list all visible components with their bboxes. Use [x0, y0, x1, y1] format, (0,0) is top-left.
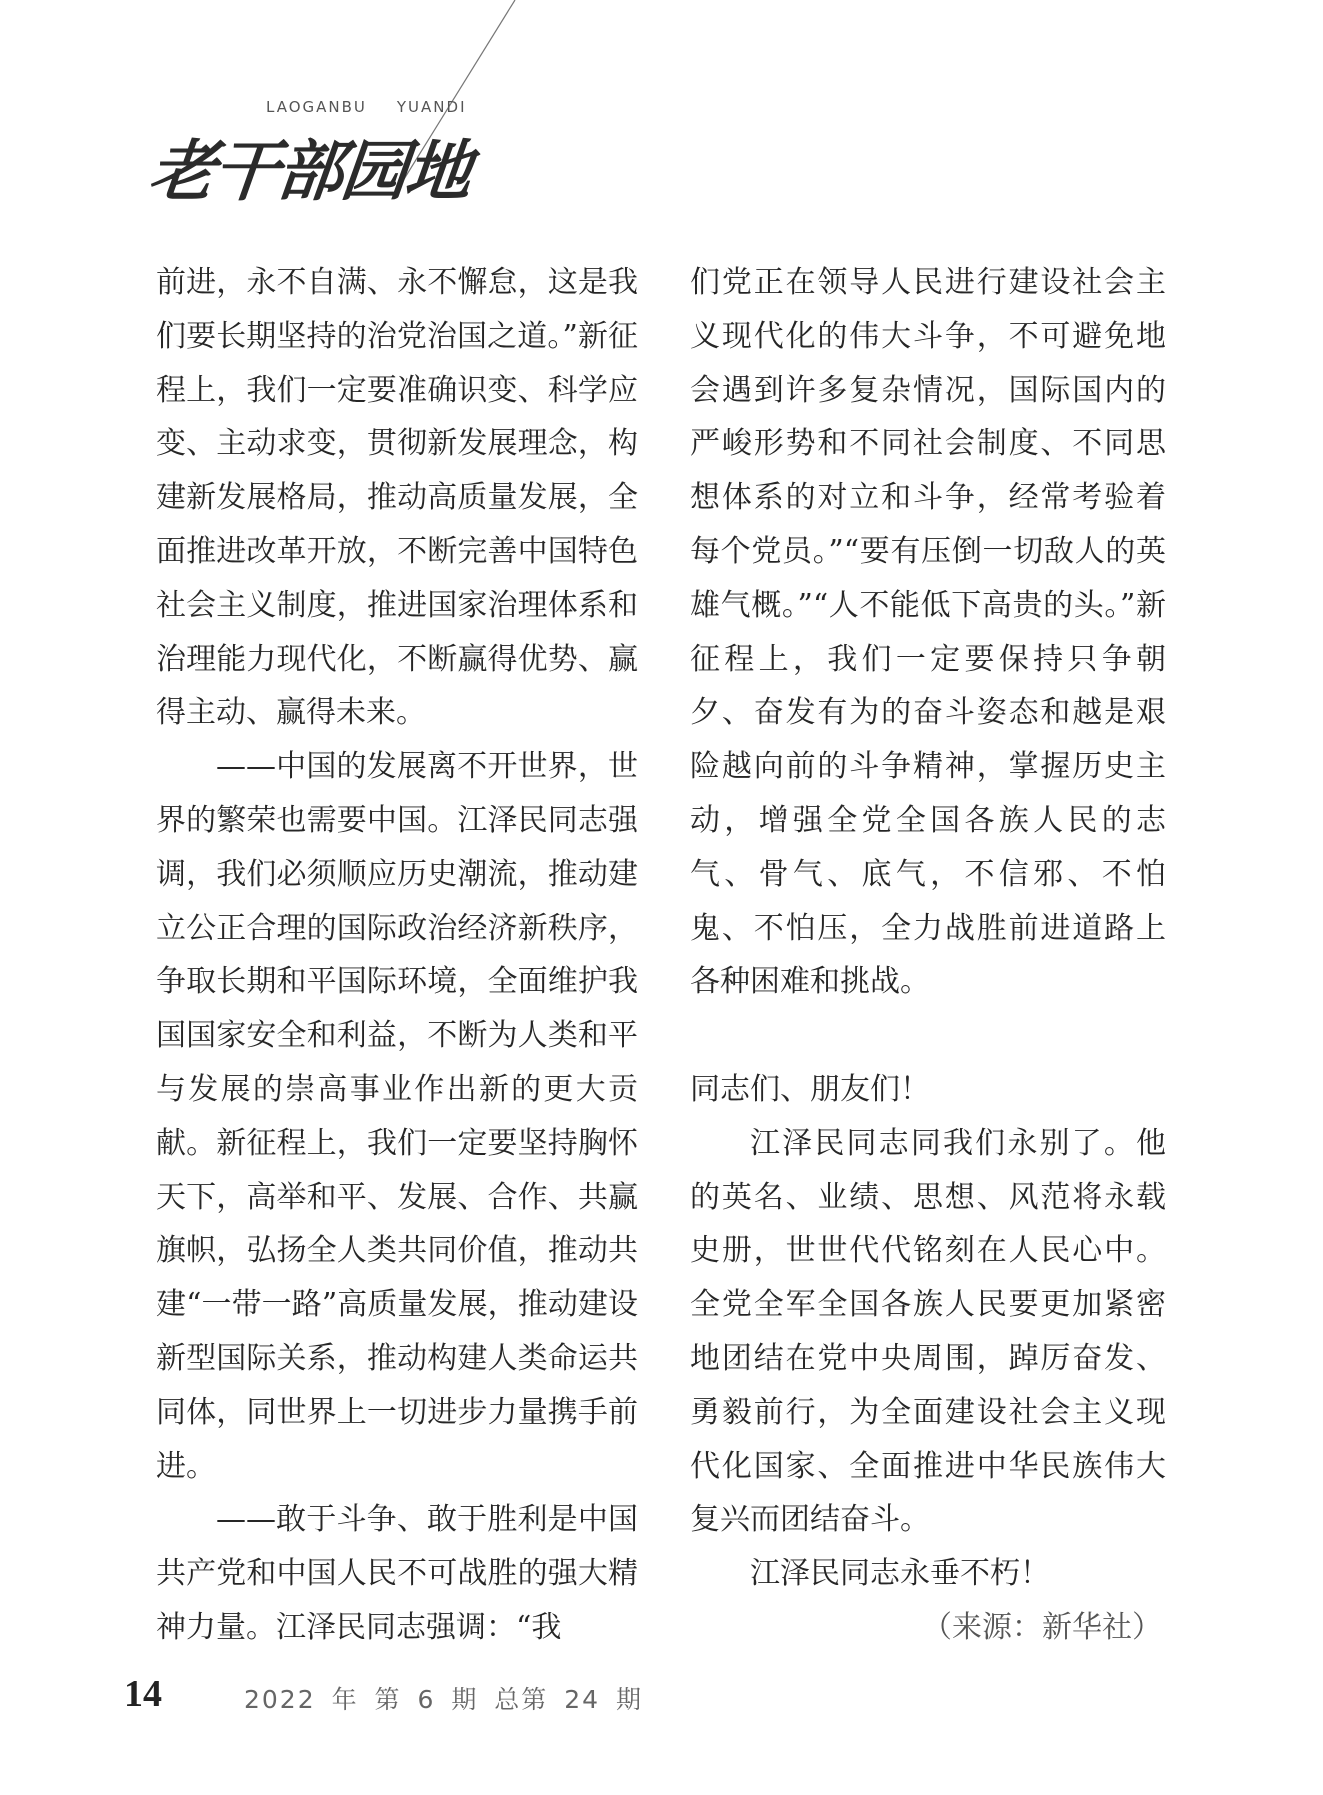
left-column — [156, 256, 638, 1655]
paragraph: ——中国的发展离不开世界，世界的繁荣也需要中国。江泽民同志强调，我们必须顺应历史潮流，推动建立公正合理的国际政治经济新秩序，争取长期和平国际环境，全面维护我国国家安全和利益，不断为人类和平与发展的崇高事业作出新的更大贡献。新征程上，我们一定要坚持胸怀天下，高举和平、发展、合作、共赢旗帜，弘扬全人类共同价值，推动共建“一带一路”高质量发展，推动建设新型国际关系，推动构建人类命运共同体，同世界上一切进步力量携手前进。 — [156, 749, 638, 1484]
issue-info: 2022 年 第 6 期 总第 24 期 — [244, 1685, 643, 1714]
magazine-name-pinyin-1: LAOGANBU — [266, 98, 367, 116]
closing-line: 江泽民同志永垂不朽！ — [750, 1556, 1050, 1592]
right-column — [690, 256, 1166, 1655]
paragraph: 们党正在领导人民进行建设社会主义现代化的伟大斗争，不可避免地会遇到许多复杂情况，国际国内的严峻形势和不同社会制度、不同思想体系的对立和斗争，经常考验着每个党员。”“要有压倒一切敌人的英雄气概。”“人不能低下高贵的头。”新征程上，我们一定要保持只争朝夕、奋发有为的奋斗姿态和越是艰险越向前的斗争精神，掌握历史主动，增强全党全国各族人民的志气、骨气、底气，不信邪、不怕鬼、不怕压，全力战胜前进道路上各种困难和挑战。 — [690, 265, 1166, 1000]
magazine-name-calligraphy: 老干部园地 — [145, 132, 474, 210]
paragraph: ——敢于斗争、敢于胜利是中国共产党和中国人民不可战胜的强大精神力量。江泽民同志强调：“我 — [156, 1502, 638, 1645]
magazine-name-pinyin-2: YUANDI — [396, 98, 467, 116]
source-credit: （来源：新华社） — [922, 1609, 1162, 1645]
magazine-name-pinyin — [266, 98, 467, 116]
greeting: 同志们、朋友们！ — [690, 1071, 930, 1107]
page-number: 14 — [124, 1673, 162, 1715]
paragraph: 江泽民同志同我们永别了。他的英名、业绩、思想、风范将永载史册，世世代代铭刻在人民心中。全党全军全国各族人民要更加紧密地团结在党中央周围，踔厉奋发、勇毅前行，为全面建设社会主义现代化国家、全面推进中华民族伟大复兴而团结奋斗。 — [690, 1125, 1166, 1538]
paragraph: 前进，永不自满、永不懈怠，这是我们要长期坚持的治党治国之道。”新征程上，我们一定要准确识变、科学应变、主动求变，贯彻新发展理念，构建新发展格局，推动高质量发展，全面推进改革开放，不断完善中国特色社会主义制度，推进国家治理体系和治理能力现代化，不断赢得优势、赢得主动、赢得未来。 — [156, 265, 638, 731]
